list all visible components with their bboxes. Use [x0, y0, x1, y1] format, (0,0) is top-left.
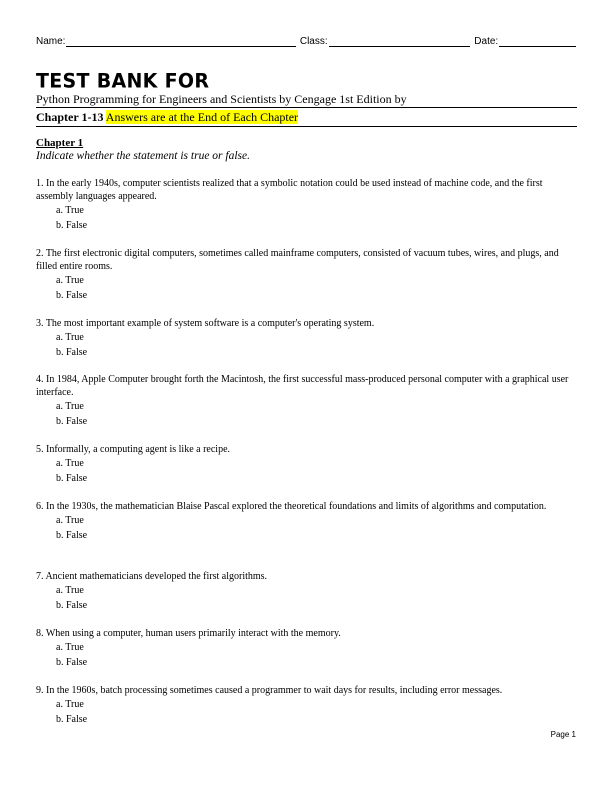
option-false: b. False [56, 219, 88, 231]
question-7 [36, 570, 576, 613]
option-true: a. True [56, 699, 84, 710]
book-subtitle: Python Programming for Engineers and Scientists by Cengage 1st Edition by [36, 92, 577, 108]
date-blank [499, 36, 576, 47]
option-true: a. True [56, 515, 84, 526]
question-text: 1. In the early 1940s, computer scientists realized that a symbolic notation could be used instead of machine code, and the first assembly languages appeared. [36, 178, 543, 202]
class-blank [329, 36, 471, 47]
option-false: b. False [56, 415, 88, 427]
question-text: 3. The most important example of system software is a computer's operating system. [36, 318, 375, 329]
name-label: Name: [36, 36, 66, 47]
date-label: Date: [474, 36, 499, 47]
option-true: a. True [56, 275, 84, 286]
option-false: b. False [56, 713, 88, 725]
page-title: TEST BANK FOR [36, 69, 210, 93]
option-true: a. True [56, 585, 84, 596]
question-2 [36, 247, 576, 303]
option-true: a. True [56, 401, 84, 412]
question-text: 2. The first electronic digital computers, sometimes called mainframe computers, consisted of vacuum tubes, wires, and plugs, and filled entire rooms. [36, 248, 559, 272]
page-number: Page 1 [550, 730, 576, 739]
question-1 [36, 177, 576, 233]
question-text: 8. When using a computer, human users primarily interact with the memory. [36, 628, 341, 639]
question-text: 5. Informally, a computing agent is like a recipe. [36, 444, 231, 455]
class-label: Class: [299, 36, 328, 47]
question-8 [36, 627, 576, 670]
option-false: b. False [56, 529, 88, 541]
option-true: a. True [56, 205, 84, 216]
question-text: 4. In 1984, Apple Computer brought forth the Macintosh, the first successful mass-produced personal computer with a graphical user interface. [36, 374, 569, 398]
question-text: 6. In the 1930s, the mathematician Blaise Pascal explored the theoretical foundations and limits of algorithms and computation. [36, 501, 547, 512]
option-false: b. False [56, 599, 88, 611]
option-true: a. True [56, 458, 84, 469]
question-9 [36, 684, 576, 727]
option-false: b. False [56, 346, 88, 358]
chapter-heading: Chapter 1 [36, 137, 84, 149]
question-3 [36, 317, 576, 360]
option-false: b. False [56, 289, 88, 301]
chapters-label: Chapter 1-13 [36, 110, 104, 124]
answers-note: Answers are at the End of Each Chapter [105, 110, 299, 124]
student-info-line [36, 36, 576, 47]
question-text: 7. Ancient mathematicians developed the first algorithms. [36, 571, 268, 582]
option-true: a. True [56, 642, 84, 653]
name-blank [66, 36, 295, 47]
option-false: b. False [56, 656, 88, 668]
question-4 [36, 373, 576, 429]
chapters-line [36, 110, 577, 127]
question-6 [36, 500, 576, 543]
question-5 [36, 443, 576, 486]
instruction-text: Indicate whether the statement is true or false. [36, 150, 250, 162]
question-text: 9. In the 1960s, batch processing sometimes caused a programmer to wait days for results, including error messages. [36, 685, 503, 696]
option-true: a. True [56, 332, 84, 343]
option-false: b. False [56, 472, 88, 484]
